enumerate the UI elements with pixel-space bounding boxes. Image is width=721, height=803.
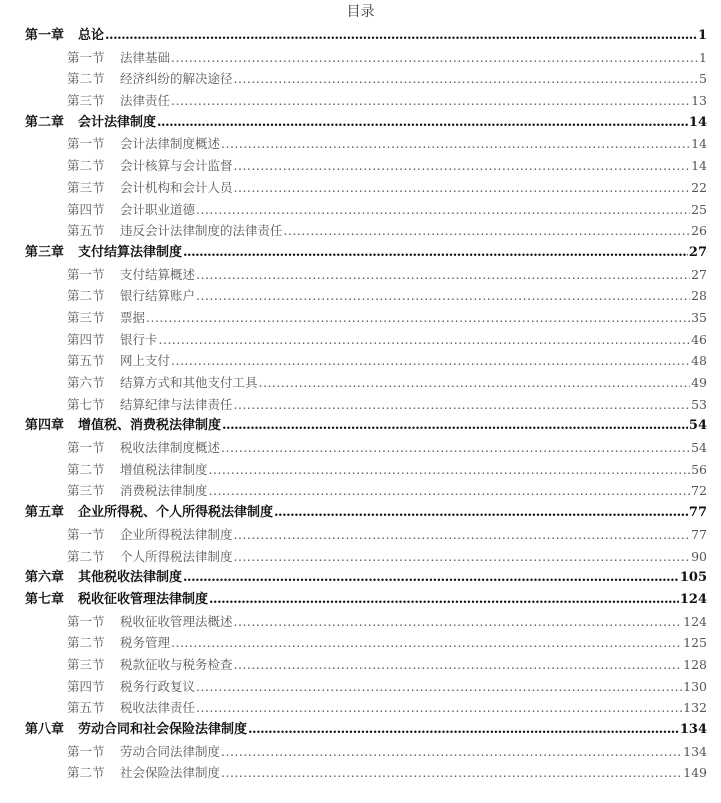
toc-section-entry[interactable] <box>0 437 721 459</box>
leader-dots <box>171 350 690 372</box>
toc-section-entry[interactable] <box>0 264 721 286</box>
entry-page: 130 <box>683 678 707 694</box>
leader-dots <box>234 524 691 546</box>
leader-dots <box>196 264 690 286</box>
entry-title: 结算纪律与法律责任 <box>120 396 233 412</box>
toc-section-entry[interactable] <box>0 372 721 394</box>
entry-title: 经济纠纷的解决途径 <box>120 71 233 87</box>
entry-number: 第二节 <box>67 548 105 564</box>
entry-page: 128 <box>683 656 707 672</box>
toc-chapter-entry[interactable] <box>0 502 721 524</box>
entry-number: 第七章 <box>25 591 65 607</box>
leader-dots <box>196 676 682 698</box>
entry-title: 银行卡 <box>120 331 158 347</box>
toc-title: 目录 <box>346 4 375 20</box>
toc-section-entry[interactable] <box>0 611 721 633</box>
entry-page: 1 <box>699 49 707 65</box>
toc-chapter-entry[interactable] <box>0 112 721 134</box>
entry-page: 1 <box>697 28 707 43</box>
entry-title: 劳动合同和社会保险法律制度 <box>78 722 248 737</box>
entry-page: 28 <box>691 288 707 304</box>
leader-dots <box>183 567 679 589</box>
entry-title: 个人所得税法律制度 <box>120 548 233 564</box>
entry-title: 会计职业道德 <box>120 201 196 217</box>
toc-section-entry[interactable] <box>0 697 721 719</box>
toc-section-entry[interactable] <box>0 329 721 351</box>
toc-section-entry[interactable] <box>0 546 721 568</box>
entry-title: 法律责任 <box>120 93 171 109</box>
entry-title: 会计机构和会计人员 <box>120 179 233 195</box>
leader-dots <box>171 47 698 69</box>
entry-page: 132 <box>683 700 707 716</box>
entry-page: 49 <box>691 375 707 390</box>
toc-section-entry[interactable] <box>0 133 721 155</box>
entry-number: 第四节 <box>67 331 105 347</box>
entry-title: 税收法律制度概述 <box>120 440 221 456</box>
toc-section-entry[interactable] <box>0 285 721 307</box>
toc-section-entry[interactable] <box>0 307 721 329</box>
entry-page: 53 <box>691 396 707 412</box>
entry-title: 增值税法律制度 <box>120 461 208 477</box>
leader-dots <box>171 90 690 112</box>
entry-page: 26 <box>691 223 707 239</box>
entry-page: 149 <box>683 765 707 781</box>
entry-number: 第一节 <box>67 49 105 65</box>
entry-page: 54 <box>688 418 707 434</box>
entry-title: 法律基础 <box>120 49 171 65</box>
toc-section-entry[interactable] <box>0 654 721 676</box>
entry-page: 25 <box>691 201 707 217</box>
toc-section-entry[interactable] <box>0 676 721 698</box>
entry-page: 14 <box>691 158 707 174</box>
entry-title: 税务管理 <box>120 635 171 651</box>
entry-number: 第五节 <box>67 223 105 239</box>
entry-page: 124 <box>679 591 707 607</box>
leader-dots <box>183 242 688 264</box>
entry-number: 第二节 <box>67 71 105 87</box>
leader-dots <box>209 480 691 502</box>
leader-dots <box>196 199 690 221</box>
entry-title: 税收法律责任 <box>120 700 196 716</box>
leader-dots <box>157 112 688 134</box>
toc-chapter-entry[interactable] <box>0 567 721 589</box>
toc-section-entry[interactable] <box>0 632 721 654</box>
leader-dots <box>234 611 683 633</box>
entry-title: 税收征收管理法律制度 <box>78 591 209 607</box>
leader-dots <box>259 372 691 394</box>
entry-number: 第一节 <box>67 613 105 629</box>
entry-title: 会计法律制度 <box>78 114 157 130</box>
entry-title: 票据 <box>120 309 146 325</box>
entry-page: 35 <box>691 309 707 325</box>
leader-dots <box>159 329 691 351</box>
entry-page: 13 <box>691 93 707 109</box>
table-of-contents <box>0 25 721 784</box>
toc-section-entry[interactable] <box>0 90 721 112</box>
entry-title: 税收征收管理法概述 <box>120 613 233 629</box>
entry-number: 第五章 <box>25 505 65 521</box>
toc-section-entry[interactable] <box>0 155 721 177</box>
entry-page: 90 <box>691 548 707 564</box>
entry-number: 第四节 <box>67 201 105 217</box>
entry-number: 第一章 <box>25 28 65 43</box>
toc-section-entry[interactable] <box>0 524 721 546</box>
toc-chapter-entry[interactable] <box>0 415 721 437</box>
entry-title: 消费税法律制度 <box>120 483 208 499</box>
entry-page: 124 <box>683 613 707 629</box>
leader-dots <box>274 502 688 524</box>
entry-number: 第七节 <box>67 396 105 412</box>
entry-title: 违反会计法律制度的法律责任 <box>120 223 283 239</box>
entry-page: 14 <box>691 136 707 152</box>
entry-page: 48 <box>691 353 707 369</box>
leader-dots <box>234 394 691 416</box>
entry-number: 第六节 <box>67 375 105 390</box>
leader-dots <box>196 285 690 307</box>
entry-title: 企业所得税、个人所得税法律制度 <box>78 505 274 521</box>
entry-number: 第一节 <box>67 526 105 542</box>
toc-section-entry[interactable] <box>0 459 721 481</box>
toc-section-entry[interactable] <box>0 177 721 199</box>
leader-dots <box>209 589 679 611</box>
leader-dots <box>234 68 699 90</box>
toc-section-entry[interactable] <box>0 199 721 221</box>
leader-dots <box>234 546 691 568</box>
toc-section-entry[interactable] <box>0 220 721 242</box>
entry-number: 第二节 <box>67 765 105 781</box>
entry-number: 第三节 <box>67 93 105 109</box>
entry-title: 其他税收法律制度 <box>78 570 183 586</box>
entry-number: 第一节 <box>67 743 105 759</box>
toc-section-entry[interactable] <box>0 68 721 90</box>
toc-section-entry[interactable] <box>0 741 721 763</box>
entry-title: 增值税、消费税法律制度 <box>78 418 222 434</box>
entry-page: 27 <box>691 266 707 282</box>
entry-number: 第三节 <box>67 656 105 672</box>
entry-title: 会计核算与会计监督 <box>120 158 233 174</box>
entry-page: 134 <box>679 722 707 737</box>
entry-number: 第三节 <box>67 309 105 325</box>
toc-chapter-entry[interactable] <box>0 25 721 47</box>
entry-number: 第一节 <box>67 136 105 152</box>
entry-number: 第一节 <box>67 266 105 282</box>
entry-number: 第六章 <box>25 570 65 586</box>
entry-number: 第二节 <box>67 288 105 304</box>
entry-page: 14 <box>688 114 707 130</box>
leader-dots <box>221 762 682 784</box>
entry-number: 第二节 <box>67 461 105 477</box>
toc-section-entry[interactable] <box>0 47 721 69</box>
entry-number: 第四章 <box>25 418 65 434</box>
leader-dots <box>209 459 691 481</box>
entry-page: 105 <box>679 570 707 586</box>
leader-dots <box>221 437 690 459</box>
toc-chapter-entry[interactable] <box>0 719 721 741</box>
entry-title: 支付结算法律制度 <box>78 244 183 260</box>
leader-dots <box>234 177 691 199</box>
entry-page: 77 <box>688 505 707 521</box>
toc-chapter-entry[interactable] <box>0 589 721 611</box>
leader-dots <box>221 133 690 155</box>
leader-dots <box>171 632 682 654</box>
toc-section-entry[interactable] <box>0 480 721 502</box>
entry-title: 企业所得税法律制度 <box>120 526 233 542</box>
entry-number: 第二节 <box>67 635 105 651</box>
leader-dots <box>222 415 688 437</box>
entry-number: 第三章 <box>25 244 65 260</box>
leader-dots <box>234 654 683 676</box>
entry-title: 银行结算账户 <box>120 288 196 304</box>
entry-page: 72 <box>691 483 707 499</box>
entry-title: 社会保险法律制度 <box>120 765 221 781</box>
entry-number: 第一节 <box>67 440 105 456</box>
entry-number: 第三节 <box>67 483 105 499</box>
entry-page: 46 <box>691 331 707 347</box>
entry-number: 第四节 <box>67 678 105 694</box>
entry-number: 第五节 <box>67 700 105 716</box>
entry-page: 54 <box>691 440 707 456</box>
leader-dots <box>284 220 691 242</box>
entry-page: 134 <box>683 743 707 759</box>
leader-dots <box>146 307 690 329</box>
entry-page: 27 <box>688 244 707 260</box>
entry-title: 网上支付 <box>120 353 171 369</box>
entry-page: 77 <box>691 526 707 542</box>
entry-title: 税款征收与税务检查 <box>120 656 233 672</box>
toc-section-entry[interactable] <box>0 394 721 416</box>
entry-title: 劳动合同法律制度 <box>120 743 221 759</box>
entry-title: 支付结算概述 <box>120 266 196 282</box>
leader-dots <box>221 741 682 763</box>
leader-dots <box>105 25 697 47</box>
entry-page: 56 <box>691 461 707 477</box>
toc-section-entry[interactable] <box>0 350 721 372</box>
toc-chapter-entry[interactable] <box>0 242 721 264</box>
entry-title: 结算方式和其他支付工具 <box>120 375 258 390</box>
leader-dots <box>248 719 679 741</box>
toc-section-entry[interactable] <box>0 762 721 784</box>
entry-title: 会计法律制度概述 <box>120 136 221 152</box>
entry-page: 125 <box>683 635 707 651</box>
entry-number: 第五节 <box>67 353 105 369</box>
entry-number: 第八章 <box>25 722 65 737</box>
entry-title: 税务行政复议 <box>120 678 196 694</box>
entry-page: 22 <box>691 179 707 195</box>
leader-dots <box>196 697 682 719</box>
leader-dots <box>234 155 691 177</box>
entry-number: 第二节 <box>67 158 105 174</box>
entry-page: 5 <box>699 71 707 87</box>
entry-title: 总论 <box>78 28 105 43</box>
entry-number: 第三节 <box>67 179 105 195</box>
entry-number: 第二章 <box>25 114 65 130</box>
